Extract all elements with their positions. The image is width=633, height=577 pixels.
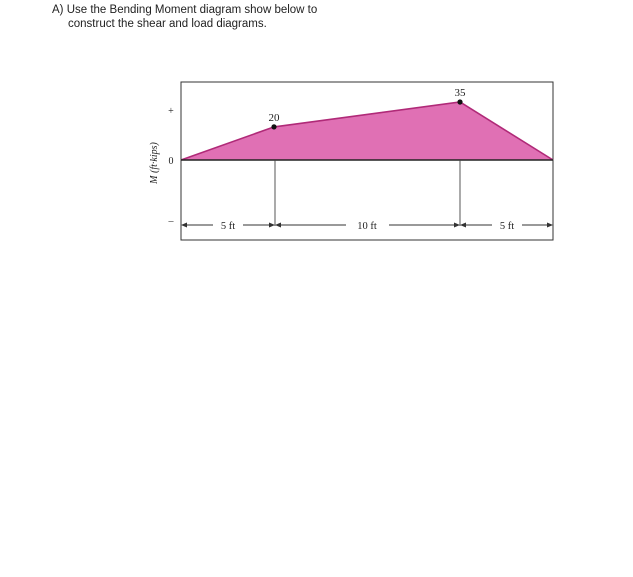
zero-label: 0 — [168, 156, 174, 167]
diagram-frame — [181, 82, 553, 240]
dim-label-2: 10 ft — [357, 221, 377, 232]
peak-label-35: 35 — [454, 87, 466, 99]
minus-sign: – — [168, 216, 174, 227]
plus-sign: + — [168, 106, 174, 117]
question-line-2: construct the shear and load diagrams. — [68, 18, 267, 30]
question-line-1: A) Use the Bending Moment diagram show below to — [52, 4, 318, 16]
peak-label-20: 20 — [268, 111, 280, 124]
dim-label-1: 5 ft — [220, 221, 236, 232]
dim-arrow-2-left — [275, 223, 281, 228]
dim-arrow-3-right — [547, 223, 553, 228]
dim-arrow-3-left — [460, 223, 466, 228]
y-axis-label: M (ft·kips) — [149, 142, 160, 184]
dim-arrow-1-right — [269, 223, 275, 228]
dimension-row — [181, 218, 553, 232]
dim-arrow-2-right — [454, 223, 460, 228]
dim-label-3: 5 ft — [499, 221, 515, 232]
point-20 — [271, 124, 276, 129]
dim-arrow-1-left — [181, 223, 187, 228]
point-35 — [457, 99, 462, 104]
moment-area — [181, 102, 553, 160]
